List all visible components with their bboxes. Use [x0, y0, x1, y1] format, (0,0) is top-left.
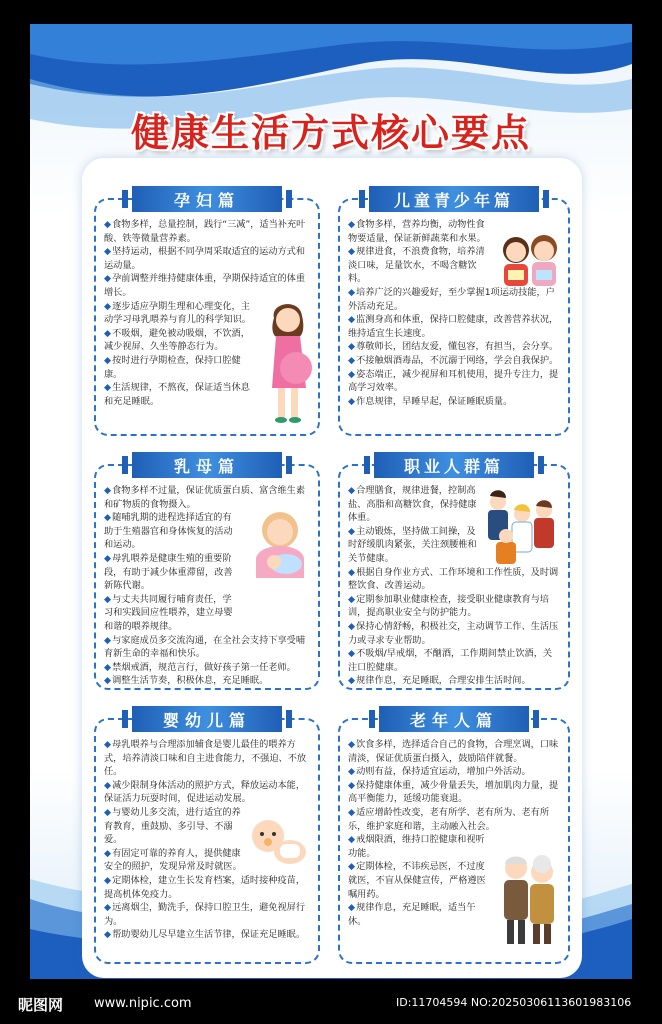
list-item: ◆坚持运动，根据不同孕周采取适宜的运动方式和运动量。 [104, 246, 306, 271]
list-item: ◆培养广泛的兴趣爱好，至少掌握1项运动技能，户外活动充足。 [348, 286, 555, 312]
list-item: ◆远离烟尘，勤洗手，保持口腔卫生，避免视屏行为。 [104, 902, 306, 927]
section-title: 婴幼儿篇 [132, 706, 282, 732]
list-item: ◆动则有益，保持适宜运动，增加户外活动。 [348, 766, 531, 778]
content-board [82, 158, 582, 978]
poster [30, 24, 632, 979]
list-item: ◆与家庭成员多交流沟通，在全社会支持下享受哺育新生命的幸福和快乐。 [104, 634, 306, 660]
watermark-id: ID:11704594 NO:20250306113601983106 [396, 996, 632, 1009]
list-item: ◆作息规律，早睡早起，保证睡眠质量。 [348, 395, 513, 407]
section-pregnant [94, 190, 320, 436]
watermark-url: www.nipic.com [94, 996, 192, 1011]
list-item: ◆随哺乳期的进程选择适宜的有助于生殖器官和身体恢复的活动和运动。 [104, 512, 233, 551]
list-item: ◆食物多样，总量控制，践行“三减”，适当补充叶酸、铁等微量营养素。 [104, 219, 306, 244]
list-item: ◆尊敬师长，团结友爱，懂包容，有担当，会分享。 [348, 341, 559, 353]
list-item: ◆姿态端正，减少视屏和耳机使用，提升专注力，提高学习效率。 [348, 368, 559, 394]
list-item: ◆生活规律，不熬夜，保证适当休息和充足睡眠。 [104, 382, 250, 407]
list-item: ◆规律作息，充足睡眠，合理安排生活时间。 [348, 675, 531, 687]
list-item: ◆帮助婴幼儿尽早建立生活节律，保证充足睡眠。 [104, 929, 306, 941]
children-reading-illustration [496, 230, 566, 294]
list-item: ◆禁烟戒酒，规范言行，做好孩子第一任老师。 [104, 661, 296, 673]
section-title: 老年人篇 [379, 706, 529, 732]
section-header [132, 452, 282, 478]
list-item: ◆母乳喂养与合理添加辅食是婴儿最佳的喂养方式，培养清淡口味和自主进食能力，不强迫、不放任。 [104, 739, 307, 778]
section-title: 乳母篇 [132, 452, 282, 478]
list-item: ◆有固定可靠的养育人，提供健康安全的照护，发现异常及时就医。 [104, 847, 242, 873]
section-title: 孕妇篇 [132, 186, 282, 212]
section-title: 儿童青少年篇 [369, 186, 539, 212]
list-item: ◆食物多样不过量，保证优质蛋白质、富含维生素和矿物质的食物摄入。 [104, 485, 306, 510]
list-item: ◆与婴幼儿多交流，进行适宜的养育教育，重鼓励、多引导、不溺爱。 [104, 806, 241, 846]
list-item: ◆母乳喂养是健康生殖的重要阶段，有助于减少体重滞留，改善新陈代谢。 [104, 552, 233, 592]
section-header [379, 706, 529, 732]
list-item: ◆按时进行孕期检查，保持口腔健康。 [104, 354, 241, 380]
list-item: ◆适应增龄性改变，老有所学、老有所为、老有所乐，维护家庭和谐，主动融入社会。 [348, 806, 550, 832]
section-children [338, 190, 570, 436]
list-item: ◆不吸烟，避免被动吸烟，不饮酒，减少视屏、久坐等静态行为。 [104, 327, 250, 353]
crawling-baby-illustration [246, 814, 310, 870]
section-title: 职业人群篇 [374, 452, 534, 478]
section-infants [94, 710, 320, 964]
list-item: ◆定期体检，不讳疾忌医，不过度就医，不盲从保健宣传，严格遵医嘱用药。 [348, 861, 486, 900]
workers-group-illustration [478, 484, 562, 568]
list-item: ◆保持健康体重，减少骨量丢失，增加肌肉力量，提高平衡能力，延缓功能衰退。 [348, 779, 559, 805]
list-item: ◆减少限制身体活动的照护方式，释放运动本能，保证活力玩耍时间，促进运动发展。 [104, 779, 306, 805]
list-item: ◆戒烟限酒，维持口腔健康和视听功能。 [348, 834, 485, 859]
list-item: ◆食物多样，营养均衡，动物性食物要适量，保证新鲜蔬菜和水果。 [348, 219, 486, 244]
section-lactating [94, 456, 320, 690]
list-item: ◆逐步适应孕期生理和心理变化，主动学习母乳喂养与育儿的科学知识。 [104, 300, 251, 326]
pregnant-woman-illustration [260, 296, 316, 426]
poster-title: 健康生活方式核心要点 [130, 110, 531, 155]
mother-baby-illustration [246, 508, 314, 582]
list-item: ◆不吸烟/早戒烟，不酗酒，工作期间禁止饮酒，关注口腔健康。 [348, 648, 553, 673]
section-header [132, 186, 282, 212]
list-item: ◆调整生活节奏，积极休息，充足睡眠。 [104, 675, 269, 687]
section-header [369, 186, 539, 212]
list-item: ◆规律作息，充足睡眠，适当午休。 [348, 902, 476, 927]
list-item: ◆根据自身作业方式、工作环境和工作性质，及时调整饮食、改善运动。 [348, 566, 559, 592]
list-item: ◆监测身高和体重，保持口腔健康，改善营养状况，维持适宜生长速度。 [348, 314, 559, 339]
watermark-logo: 昵图网 [18, 996, 64, 1014]
list-item: ◆孕前调整并维持健康体重，孕期保持适宜的体重增长。 [104, 273, 306, 298]
list-item: ◆与丈夫共同履行哺育责任，学习和实践回应性喂养，建立母婴和谐的喂养规律。 [104, 593, 233, 632]
section-header [374, 452, 534, 478]
watermark-bar [0, 984, 662, 1024]
section-header [132, 706, 282, 732]
list-item: ◆饮食多样，选择适合自己的食物，合理烹调，口味清淡，保证优质蛋白摄入，鼓励陪伴就餐。 [348, 739, 559, 764]
list-item: ◆主动锻炼，坚持做工间操，及时舒缓肌肉紧张，关注颈腰椎和关节健康。 [348, 525, 477, 564]
list-item: ◆保持心情舒畅，积极社交，主动调节工作、生活压力或寻求专业帮助。 [348, 620, 559, 646]
list-item: ◆不接触烟酒毒品，不沉溺于网络，学会自我保护。 [348, 354, 559, 366]
section-elderly [338, 710, 570, 964]
list-item: ◆定期参加职业健康检查，接受职业健康教育与培训，提高职业安全与防护能力。 [348, 593, 550, 619]
section-working [338, 456, 570, 690]
list-item: ◆规律进食，不浪费食物，培养清淡口味，足量饮水，不喝含糖饮料。 [348, 246, 485, 285]
list-item: ◆定期体检，建立生长发育档案，适时接种疫苗，提高机体免疫力。 [104, 874, 306, 900]
list-item: ◆合理膳食，规律进餐，控制高盐、高脂和高糖饮食，保持健康体重。 [348, 485, 477, 524]
elderly-couple-illustration [496, 850, 562, 950]
